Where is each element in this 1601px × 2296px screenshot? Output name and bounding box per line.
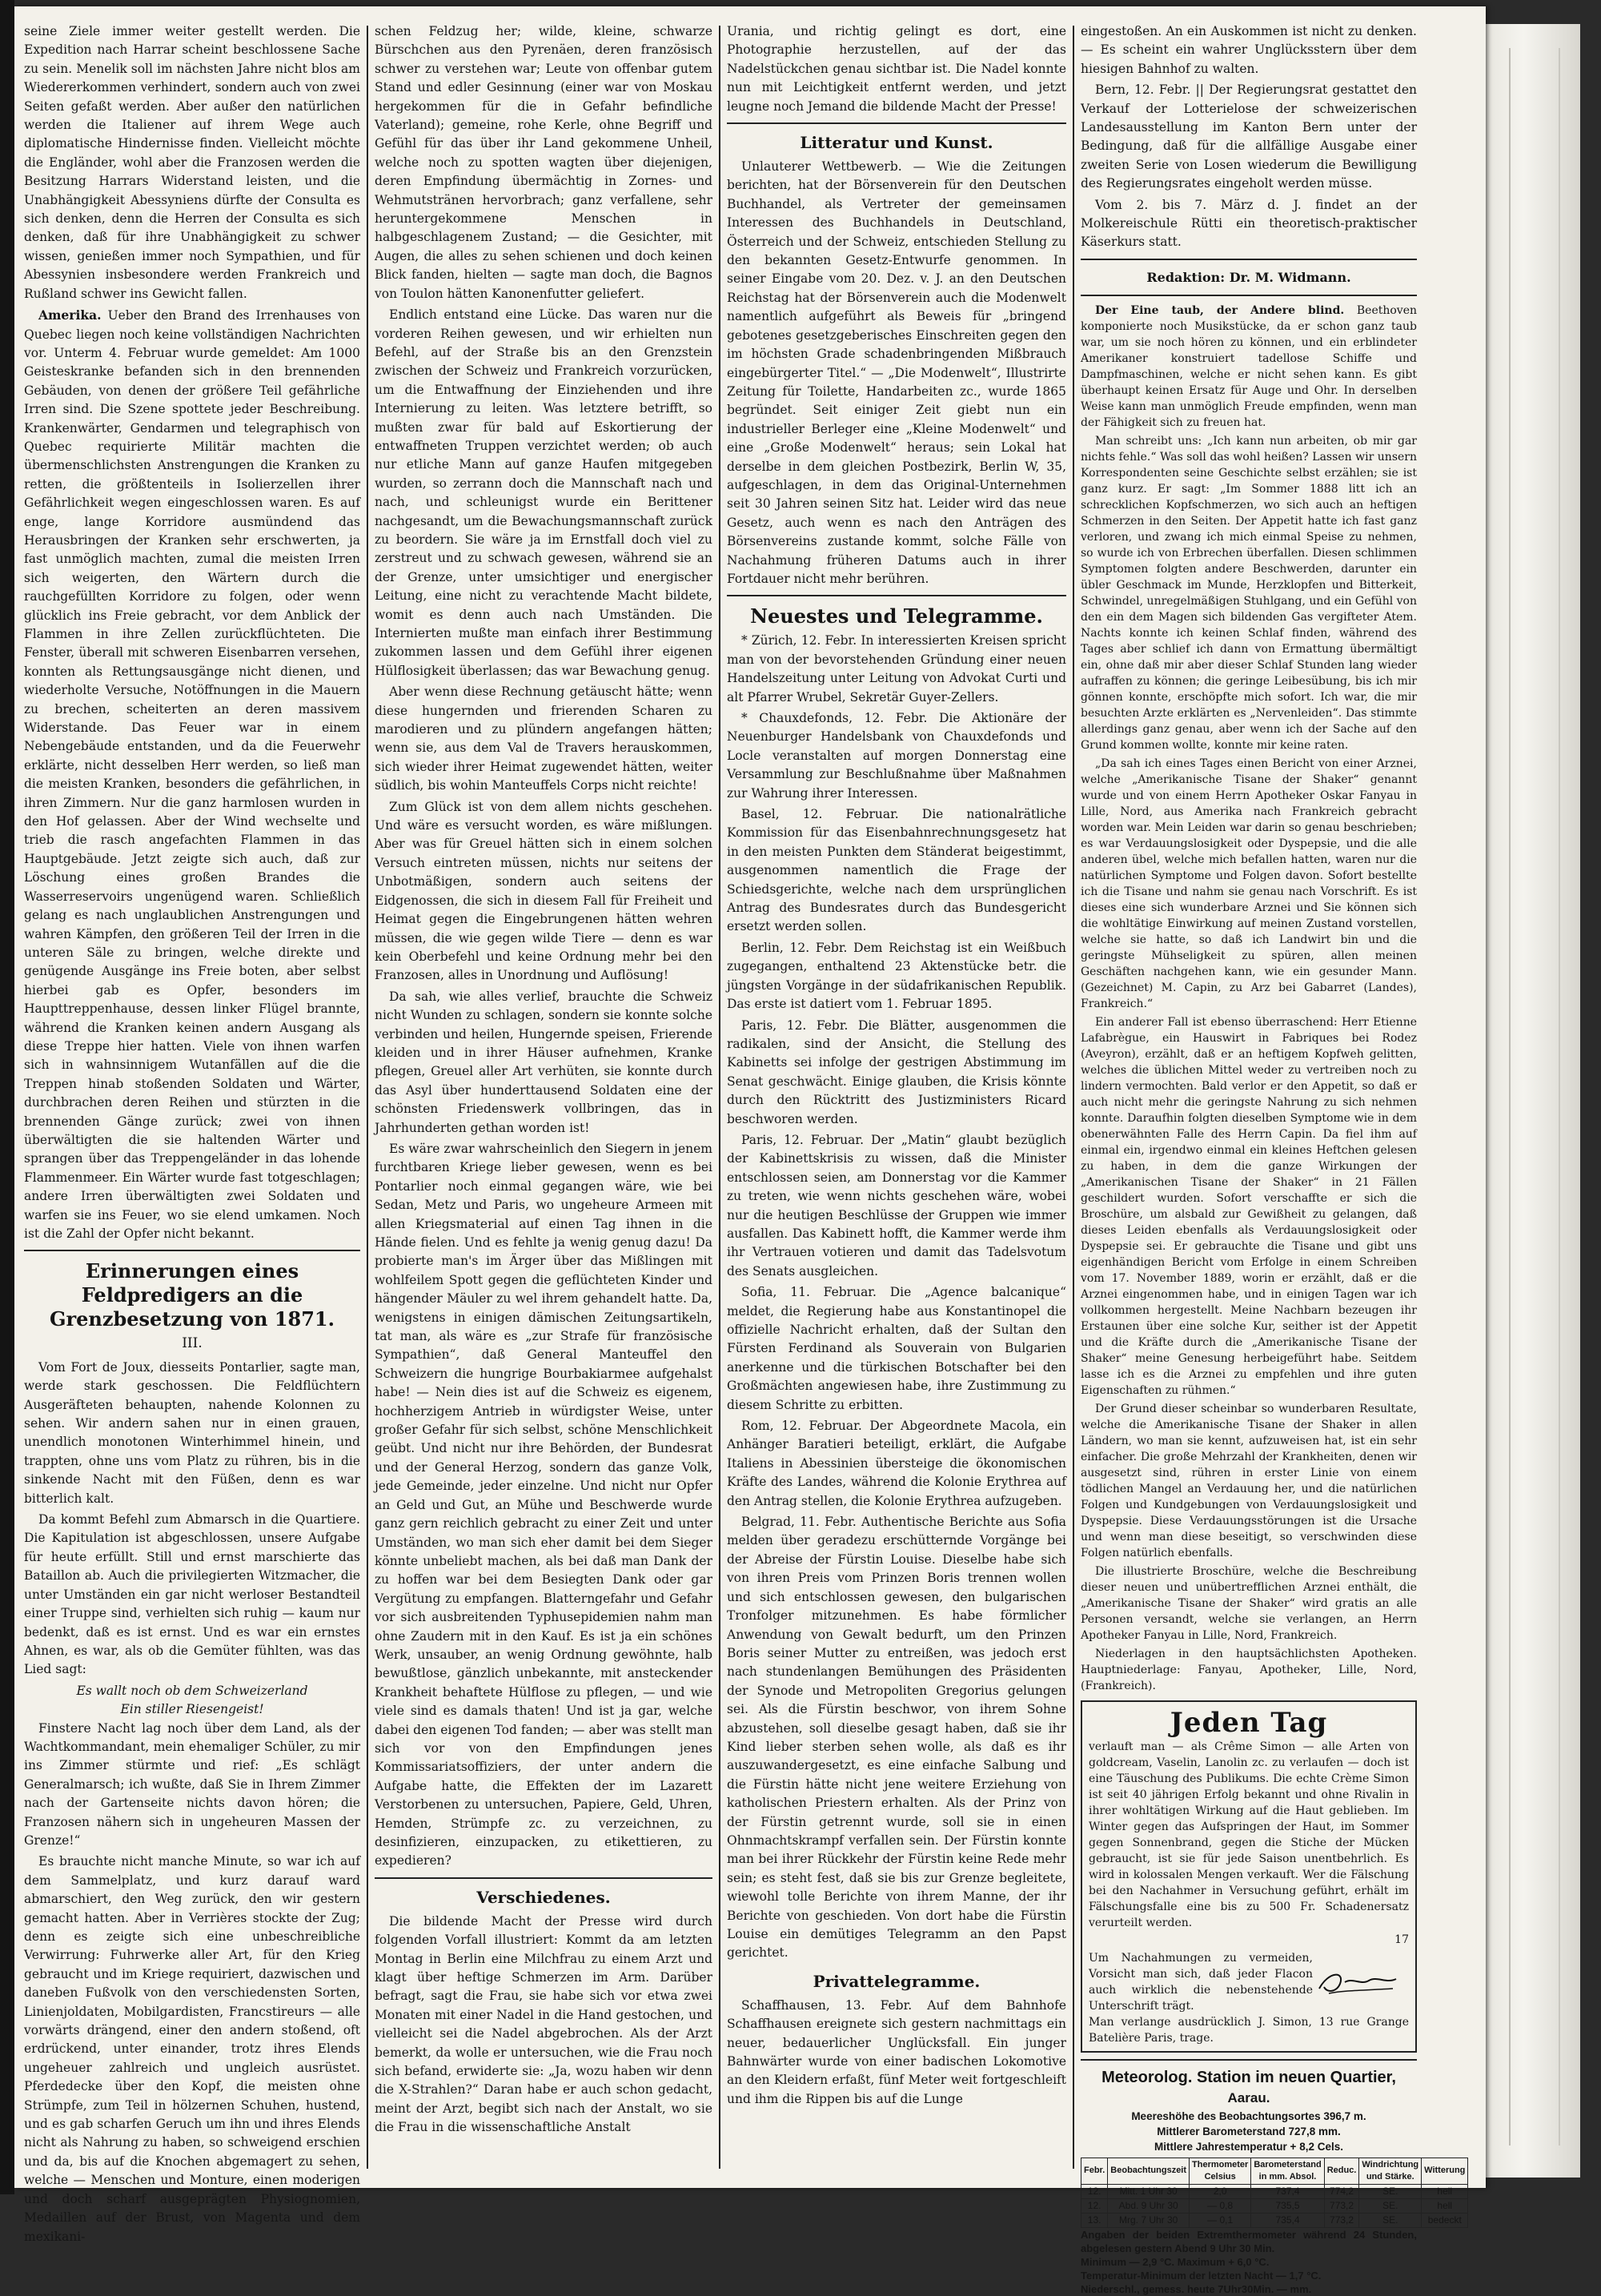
paragraph: Da sah, wie alles verlief, brauchte die Schweiz nicht Wunden zu schlagen, sondern sie konnte solche verbinden und heilen, Hungernde speisen, Frierende kleiden und in ihrer Häuser aufnehmen, Kranke pflegen, Greuel aller Art verhüten, sie konnte durch das Asyl über hunderttausend Soldaten eine der schönsten Friedenswerk vollbringen, das in Jahrhunderten gethan worden ist! [375,989,712,1135]
ad-tisane [1081,303,1417,431]
table-cell: 12. [1081,2184,1108,2198]
ad-footer: Man verlange ausdrücklich J. Simon, 13 rue Grange Batelière Paris, trage. [1089,2015,1409,2045]
table-cell: 735,5 [1251,2198,1324,2213]
column-2 [375,22,712,2172]
paragraph: Man schreibt uns: „Ich kann nun arbeiten, ob mir gar nichts fehle.“ Was soll das wohl heißen? Lassen wir unsern Korrespondenten seine Geschichte selbst erzählen; sie ist ganz kurz. Er sagt: „Im Sommer 1888 litt ich an schrecklichen Kopfschmerzen, wo sich auch an heftigen Schmerzen in den Seiten. Der Appetit hatte ich fast ganz verloren, und zwang ich mich einmal Speise zu nehmen, so wurde ich von Erbrechen überfallen. Diesen schlimmen Symptomen folgten andere Beschwerden, darunter ein übler Geschmack im Munde, Herzklopfen und Bitterkeit, Schwindel, unregelmäßigen Stuhlgang, und ein Gefühl von den ein dem Magen sich bildenden Gas vergifteter Atem. Nachts konnte ich keinen Schlaf finden, während des Tages aber schlief ich dann von Ermattung übermältigt ein, ohne daß mir aber dieser Schlaf Stunden lang wieder aufraffen zu können; die geringe Leibesübung, bis ich mir gönnen konnte, erschöpfte mich sofort. Ich war, die mir besuchten Arzte erklärten es „Nervenleiden“. Das stimmte allerdings ganz genau, aber wenn ich der Sache auf den Grund kommen wollte, konnte mir keine raten. [1081,435,1418,753]
table-row [1081,2198,1468,2213]
table-cell: bedeckt [1422,2213,1468,2227]
meteo-col-header: Thermometer Celsius [1190,2158,1251,2184]
meteo-footer: Niederschl., gemess. heute 7Uhr30Min. — mm. [1081,2282,1312,2295]
section-head-verschiedenes: Verschiedenes. [476,1887,611,1907]
table-cell: SE. [1359,2184,1422,2198]
divider [727,595,1066,596]
article-presse: Die bildende Macht der Presse wird durch folgenden Vorfall illustriert: Kommt da am letzten Montag in Berlin eine Milchfrau zu einem Arzt und klagt über heftige Schmerzen im Arm. Darüber befragt, sagt die Frau, sie habe sich vor etwa zwei Monaten mit einer Nadel in die Hand gestochen, und vielleicht sei die Nadel abgebrochen. Als der Arzt bemerkt, da wolle er untersuchen, wie die Frau noch sich befand, erwiderte sie: „Ja, wozu haben wir denn die X-Strahlen?“ Daran habe er auch schon gedacht, meint der Arzt, begibt sich nach der Anstalt, wo sie die Frau in die wissenschaftliche Anstalt [375,1913,712,2135]
editor-line: Redaktion: Dr. M. Widmann. [1146,269,1351,285]
news-paris: Paris, 12. Februar. Der „Matin“ glaubt bezüglich der Kabinettskrisis zu wissen, daß die Minister entschlossen seien, am Donnerstag vor die Kammer zu treten, wie wenn nichts geschehen wäre, wobei nur die heutigen Beschlüsse der Gruppen wie immer ausfallen. Das Kabinett hofft, die Kammer werde ihm ihr Vertrauen votieren und damit das Tadelsvotum des Senats ausgleichen. [727,1132,1066,1278]
table-cell: 773,2 [1324,2213,1359,2227]
news-zurich: * Zürich, 12. Febr. In interessierten Kreisen spricht man von der bevorstehenden Gründung einer neuen Handelszeitung unter Leitung von Advokat Curti und alt Pfarrer Wrubel, Sekretär Guyer-Zellers. [727,633,1066,704]
paragraph: Urania, und richtig gelingt es dort, eine Photographie herzustellen, auf der das Nadelstückchen genau sichtbar ist. Die Nadel konnte nun mit Leichtigkeit entfernt werden, und jetzt leugne noch Jemand die bildende Macht der Presse! [727,24,1066,114]
scan-left-margin [0,0,14,2194]
table-cell: 12. [1081,2198,1108,2213]
ad-number: 17 [1394,1933,1409,1947]
paragraph: „Da sah ich eines Tages einen Bericht von einer Arznei, welche „Amerikanische Tisane der Shaker“ genannt wurde und von einem Herrn Apotheker Oskar Fanyau in Lille, Nord, aus Amerika nach Frankreich gebracht worden war. Mein Leiden war darin so genau beschrieben; es war Verdauungslosigkeit oder Dyspepsie, und die alle anderen übel, welche mich befallen hatten, waren nur die natürlichen Symptome und Folgen davon. Sofort bestellte ich die Tisane und nahm sie genau nach Vorschrift. Es ist dieses eine sich wunderbare Arznei und Sie können sich die wohltätige Einwirkung auf meinen Zustand vorstellen, welche sie hatte, so daß ich Landwirt bin und die geringste Mühseligkeit zu spüren, allen meinen Geschäften nachgehen kann, wie ein gesunder Mann. (Gezeichnet) M. Capin, zu Arz bei Gabarret (Landes), Frankreich.“ [1081,757,1417,1011]
news-berlin: Berlin, 12. Febr. Dem Reichstag ist ein Weißbuch zugegangen, enthaltend 23 Aktenstücke betr. die jüngsten Vorgänge in der südafrikanischen Republik. Das erste ist datiert vom 1. Februar 1895. [727,940,1066,1012]
paragraph: Vom Fort de Joux, diesseits Pontarlier, sagte man, werde stark geschossen. Die Feldflüchtern Ausgeräfteten behaupten, nahende Kolonnen zu sehen. Wir andern sahen nur in einen grauen, unendlich monotonen Winterhimmel hinein, und trappten, ohne uns vom Platz zu rühren, bis in die sinkende Nacht mit den Füßen, denn es war bitterlich kalt. [24,1359,360,1506]
table-cell: SE. [1359,2213,1422,2227]
meteo-table [1081,2158,1468,2228]
table-row [1081,2213,1468,2227]
news-paris: Paris, 12. Febr. Die Blätter, ausgenommen die radikalen, sind der Ansicht, die Stellung des Kabinetts sei infolge der gestrigen Abstimmung im Senat geschwächt. Einige glauben, die Krisis könnte durch den Rücktritt des Justizministers Ricard beschworen werden. [727,1018,1066,1126]
article-title-erinnerungen: Erinnerungen eines Feldpredigers an die Grenzbesetzung von 1871. [50,1259,335,1331]
meteo-col-header: Febr. [1081,2158,1108,2184]
table-cell: 774,2 [1324,2184,1359,2198]
ad-tisane-text: Beethoven komponierte noch Musikstücke, da er schon ganz taub war, um sie noch hören zu können, und ein erblindeter Amerikaner konstruiert tadellose Schiffe und Dampfmaschinen, welche er nicht sehen kann. Es gibt überhaupt keinen Ersatz für Auge und Ohr. In derselben Weise kann man unmöglich Freude empfinden, wenn man der Fähigkeit sich zu freuen hat. [1081,304,1418,430]
section-head-neuestes: Neuestes und Telegramme. [750,604,1043,628]
table-cell: 735,4 [1251,2213,1324,2227]
news-basel: Basel, 12. Februar. Die nationalrätliche Kommission für das Eisenbahnrechnungsgesetz hat in den meisten Punkten dem Ständerat beigestimmt, ausgenommen namentlich die Frage der Schiedsgerichte, welche nach dem ursprünglichen Antrag des Bundesrates durch das Bundesgericht ersetzt werden sollen. [727,807,1066,934]
verse-line: Ein stiller Riesengeist! [120,1702,264,1717]
divider [1081,259,1417,260]
paragraph: schen Feldzug her; wilde, kleine, schwarze Bürschchen aus den Pyrenäen, deren französisch schwer zu verstehen war; Leute von offenbar gutem Stand und edler Gesinnung (einer war von Moskau hergekommen für die in Gefahr befindliche Vaterland); gemeine, rohe Kerle, ohne Begriff und Gefühl für das über ihr Land gekommene Unheil, welche noch zu spotten wagten über diejenigen, deren Empfindung übermächtig in Zornes- und Wehmutstränen hervorbrach; ganz verfallene, sehr heruntergekommene Menschen in halbgeschlagenem Zustand; — die Gesichter, mit Augen, die alles zu sehen schienen und doch keinen Blick fanden, hielten — sagte man doch, die Bagnos von Toulon hätten Kanonenfutter geliefert. [375,24,712,301]
table-cell: hell [1422,2198,1468,2213]
column-1 [24,22,360,2244]
table-cell: SE. [1359,2198,1422,2213]
meteo-col-header: Windrichtung und Stärke. [1359,2158,1422,2184]
page-edge-lines [1509,48,1560,2145]
section-head-litteratur: Litteratur und Kunst. [800,133,993,153]
meteo-header-row [1081,2158,1468,2184]
paragraph: Der Grund dieser scheinbar so wunderbaren Resultate, welche die Amerikanische Tisane der Shaker in allen Ländern, wo man sie kennt, aufzuweisen hat, ist ein sehr einfacher. Die große Mehrzahl der Krankheiten, denen wir ausgesetzt sind, rühren in erster Linie von einem tödlichen Mangel an Verdauung her, und die natürlichen Folgen und Kundgebungen von Verdauungslosigkeit und Dyspepsie. Diese Verdauungsstörungen ist die Ursache und wenn man diese beseitigt, so verschwinden diese Folgen natürlich ebenfalls. [1081,1403,1417,1560]
table-cell: 737,4 [1251,2184,1324,2198]
article-part-number: III. [182,1335,203,1352]
ad-tisane-head: Der Eine taub, der Andere blind. [1095,304,1345,318]
meteo-footer: Temperatur-Minimum der letzten Nacht — 1,7 °C. [1081,2269,1322,2282]
news-chauxdefonds: * Chauxdefonds, 12. Febr. Die Aktionäre der Neuenburger Handelsbank von Chauxdefonds und Locle veranstalten auf morgen Donnerstag eine Versammlung zur Beschlußnahme über Maßnahmen zur Wahrung ihrer Interessen. [727,711,1066,801]
table-cell: hell [1422,2184,1468,2198]
column-divider [1073,26,1074,2169]
news-kurs: Vom 2. bis 7. März d. J. findet an der Molkereischule Rütti ein theoretisch-praktischer Käserkurs statt. [1081,197,1417,250]
section-head-amerika: Amerika. [38,307,102,323]
meteo-title: Meteorolog. Station im neuen Quartier, [1101,2068,1396,2086]
ad-notice: Um Nachahmungen zu vermeiden, Vorsicht man sich, daß jeder Flacon auch wirklich die nebenstehende Unterschrift trägt. [1089,1951,1313,2013]
article-amerika-text: Ueber den Brand des Irrenhauses von Quebec liegen noch keine vollständigen Nachrichten vor. Unterm 4. Februar wurde gemeldet: Am 1000 Geisteskranke befanden sich in den brennenden Gebäuden, von denen der größere Teil gefährliche Irren sind. Die Szene spottete jeder Beschreibung. Krankenwärter, Gendarmen und telegraphisch von Quebec requirierte Militär machten die übermenschlichsten Anstrengungen die Kranken zu retten, die größtenteils in Isolierzellen ihrer Gefährlichkeit wegen eingeschlossen waren. Es auf enge, lange Korridore ausmündend das Herausbringen der Kranken sehr erschwerten, ja fast unmöglich machten, zumal die meisten Irren sich weigerten, den Wärtern durch die rauchgefüllten Korridore zu folgen, oder wenn glücklich ins Freie gebracht, vor dem Anblick der Flammen in ihre Zellen zurückflüchteten. Die Fenster, überall mit schweren Eisenbarren versehen, konnten als Rettungsausgänge nicht dienen, und wiederholte Versuche, Notöffnungen in die Mauern zu brechen, scheiterten an deren massivem Widerstande. Das Feuer war in einem Nebengebäude entstanden, und da die Feuerwehr erklärte, nicht desselben Herr werden, so ließ man die meisten Kranken, besonders die gefährlichen, in ihren Zimmern. Nur die ganz harmlosen wurden in den Hof gelassen. Aber der Wind wechselte und trieb die rasch angefachten Flammen in das Hauptgebäude. Jetzt zeigte sich auch, daß zur Löschung eines großen Brandes die Wasserreservoirs ungenügend waren. Schließlich gelang es nach unglaublichen Anstrengungen und wahren Kämpfen, den größeren Teil der Irren in die unteren Säle zu bringen, welche direkte und genügende Ausgänge ins Freie boten, aber selbst hierbei gab es Opfer, besonders im Haupttreppenhause, dessen linker Flügel brannte, während die Kranken keinen andern Ausgang als diese Treppe hier hatten. Viele von ihnen warfen sich in wahnsinnigem Wutanfällen auf die die Treppen hinab stoßenden Soldaten und Wärter, durchbrachen deren Reihen und stürzten in die brennenden Gänge zurück; zwei von ihnen überwältigten die sie haltenden Wärter und sprangen über das Treppengeländer in das lohende Flammenmeer. Ein Wärter wurde fast totgeschlagen; andere Irren überwältigten zwei Soldaten und warfen sie ins Feuer, wo sie elend umkamen. Noch ist die Zahl der Opfer nicht bekannt. [24,308,360,1241]
column-4 [1081,22,1466,2295]
news-schaffhausen: Schaffhausen, 13. Febr. Auf dem Bahnhofe Schaffhausen ereignete sich gestern nachmittags ein neuer, bedauerlicher Unglücksfall. Ein junger Bahnwärter wurde von einer badischen Lokomotive an den Kleidern erfaßt, fünf Meter weit fortgeschleift und ihm die Rippen bis auf die Lunge [727,1997,1066,2106]
divider [24,1250,360,1251]
table-row [1081,2184,1468,2198]
ad-creme-simon [1081,1700,1417,2052]
meteo-col-header: Beobachtungszeit [1108,2158,1190,2184]
column-3 [727,22,1066,2172]
article-amerika [24,306,360,1243]
paragraph: Die illustrierte Broschüre, welche die Beschreibung dieser neuen und unübertrefflichen Arznei enthält, die „Amerikanische Tisane der Shaker“ wird gratis an alle Personen versandt, welche sie verlangen, an Herrn Apotheker Fanyau in Lille, Nord, Frankreich. [1081,1565,1417,1643]
meteo-col-header: Witterung [1422,2158,1468,2184]
table-cell: Abd. 9 Uhr 30 [1108,2198,1190,2213]
table-cell: — 0,8 [1190,2198,1251,2213]
divider [1081,2059,1417,2061]
paragraph: Aber wenn diese Rechnung getäuscht hätte; wenn diese hungernden und frierenden Scharen zu marodieren und zu plündern angefangen hätten; wenn sie, aus dem Val de Travers herauskommen, sich wieder ihrer Heimat zugewendet hätten, weiter südlich, bis wohin Manteuffels Corps nicht reichte! [375,684,712,793]
column-divider [719,26,720,2169]
paragraph: Zum Glück ist von dem allem nichts geschehen. Und wäre es versucht worden, es wäre mißlungen. Aber was für Greuel hätten sich in einem solchen Versuch eintreten müssen, nichts nur seitens der Unbotmäßigen, sondern auch seitens der Eidgenossen, die sich in diesem Fall für Freiheit und Heimat gegen die Eingebrungenen hätten wehren müssen, die wie gegen wilde Tiere — denn es war kein Oberbefehl und keine Ordnung mehr bei den Franzosen, alles in Unordnung und Auflösung! [375,799,712,983]
table-cell: — 0,1 [1190,2213,1251,2227]
divider [727,122,1066,124]
news-bern: Bern, 12. Febr. || Der Regierungsrat gestattet den Verkauf der Lotterielose der schweizerischen Landesausstellung im Kanton Bern unter der Bedingung, daß für die allfällige Ausgabe einer zweiten Serie von Losen wiederum die Bewilligung des Regierungsrates eingeholt werden müsse. [1081,82,1417,191]
column-divider [367,26,368,2169]
table-cell: Mitt. 1 Uhr 30 [1108,2184,1190,2198]
section-head-privattelegramme: Privattelegramme. [813,1971,981,1991]
table-cell: 13. [1081,2213,1108,2227]
newspaper-page [14,6,1486,2295]
meteo-info: Mittlere Jahrestemperatur + 8,2 Cels. [1154,2140,1343,2153]
news-rom: Rom, 12. Februar. Der Abgeordnete Macola, ein Anhänger Baratieri beteiligt, erklärt, die Aufgabe Italiens in Abessinien übersteige die ökonomischen Kräfte des Landes, während die Kolonie Erythrea auf den Antrag stellen, die Kolonie Erythrea aufzugeben. [727,1419,1066,1508]
ad-text: verlauft man — als Crême Simon — alle Arten von goldcream, Vaselin, Lanolin zc. zu verlaufen — doch ist eine Täuschung des Publikums. Die echte Crème Simon ist seit 40 jährigen Erfolg bekannt und ohne Rivalin in ihrer wohltätigen Wirkung auf die Haut geblieben. Im Winter gegen das Aufspringen der Haut, im Sommer gegen Sonnenbrand, gegen die Stiche der Mücken gebraucht, ist sie für jede Saison unentbehrlich. Es wird in kolossalen Mengen verkauft. Wer die Fälschung bei den Nachahmer in Versuchung geführt, erhält im Fälschungsfalle eine bis zu 500 Fr. Schadenersatz verurteilt werden. [1089,1740,1409,1930]
news-sofia: Sofia, 11. Februar. Die „Agence balcanique“ meldet, die Regierung habe aus Konstantinopel die offizielle Nachricht erhalten, daß der Sultan den Fürsten Ferdinand als Souverain von Bulgarien anerkenne und die türkischen Botschafter bei den Großmächten angewiesen habe, ihre Zustimmung zu diesem Schritte zu erbitten. [727,1285,1066,1412]
table-cell: 2,0 [1190,2184,1251,2198]
meteo-col-header: Barometerstand in mm. Absol. [1251,2158,1324,2184]
paragraph: Ein anderer Fall ist ebenso überraschend: Herr Etienne Lafabrègue, ein Hauswirt in Fabriques bei Rodez (Aveyron), erzählt, daß er an heftigem Kopfweh gelitten, welches die üblichen Mittel weder zu vertreiben noch zu lindern vermochten. Bald verlor er den Appetit, so daß er auch nicht mehr die geringste Nahrung zu sich nehmen konnte. Daraufhin folgten dieselben Symptome wie in dem obenerwähnten Falle des Herrn Capin. Da fiel ihm auf einmal ein, irgendwo einmal ein kleines Heftchen gelesen zu haben, in dem die ganze Wirkungen der „Amerikanischen Tisane der Shaker“ in 21 Fällen geschildert wurden. Sofort verschaffte er sich die Broschüre, um alsbald zur Gewißheit zu gelangen, daß dieses Leiden ebenfalls als Verdauungslosigkeit oder Dyspepsie sei. Er gebrauchte die Tisane und gibt uns eigenhändigen Bericht vom Erfolge in einem Schreiben vom 17. November 1889, worin er erzählt, daß er die Arznei eingenommen habe, und in einigen Tagen war ich vollkommen hergestellt. Meine Nachbarn bezeugen ihr Erstaunen über eine solche Kur, seither ist der Appetit und die Kräfte durch die „Amerikanische Tisane der Shaker“ meine Genesung herbeigeführt habe. Seitdem lasse ich es die Arznei zu empfehlen und ihre guten Eigenschaften zu rühmen.“ [1081,1016,1417,1398]
table-cell: Mrg. 7 Uhr 30 [1108,2213,1190,2227]
paragraph: Niederlagen in den hauptsächlichsten Apotheken. Hauptniederlage: Fanyau, Apotheker, Lille, Nord, (Frankreich). [1081,1648,1417,1693]
meteo-place: Aarau. [1227,2089,1270,2105]
table-cell: 773,2 [1324,2198,1359,2213]
signature-image [1313,1966,1401,1998]
paragraph: eingestoßen. An ein Auskommen ist nicht zu denken. — Es scheint ein wahrer Unglücksstern über dem hiesigen Bahnhof zu walten. [1081,24,1417,76]
paragraph: Finstere Nacht lag noch über dem Land, als der Wachtkommandant, mein ehemaliger Schüler, zu mir ins Zimmer stürmte und rief: „Es schlägt Generalmarsch; ich wußte, daß Sie in Ihrem Zimmer nach der Gartenseite nichts davon hören; die Franzosen nähern sich in ungeheuren Massen der Grenze!“ [24,1720,360,1848]
paragraph: Da kommt Befehl zum Abmarsch in die Quartiere. Die Kapitulation ist abgeschlossen, unsere Aufgabe für heute erfüllt. Still und ernst marschierte das Bataillon ab. Auch die privilegierten Witzmacher, die unter Umständen ein gar nicht werloser Bestandteil einer Truppe sind, verhielten sich ruhig — kaum nur bedenkt, daß es ist ernst. Und es war ein ernstes Ahnen, es war, als ob die Gemüter fühlten, was das Lied sagt: [24,1512,360,1677]
paragraph: Endlich entstand eine Lücke. Das waren nur die vorderen Reihen gewesen, und wir erhielten nun Befehl, auf der Straße bis an den Grenzstein zwischen der Schweiz und Frankreich vorzurücken, um die Entwaffnung der Einziehenden und ihre Internierung zu leiten. Was letztere betrifft, so mußten zwar für bald auf Eskortierung der entwaffneten Truppen verzichtet werden; ob auch nur etliche Mann auf ganze Haufen mitgegeben wurden, so zerrann doch die Mannschaft nach und nach, und schleunigst wurde ein Berittener nachgesandt, um die Bewachungsmannschaft zurück zu beordern. Sie wäre ja im Ernstfall doch viel zu zerstreut und zu schwach gewesen, während sie an der Grenze, unter umsichtiger und energischer Leitung, eine nicht zu verachtende Macht bildete, womit es denn auch nach Umständen. Die Internierten mußte man einfach ihrer Bestimmung zukommen lassen und dem Gefühl ihrer eigenen Hülflosigkeit überlassen; das war Bewachung genug. [375,307,712,678]
meteo-info: Mittlerer Barometerstand 727,8 mm. [1157,2125,1341,2137]
ad-title: Jeden Tag [1170,1707,1328,1740]
divider [1081,295,1417,296]
article-wettbewerb: Unlauterer Wettbewerb. — Wie die Zeitungen berichten, hat der Börsenverein für den Deutschen Buchhandel, als Vertreter der gemeinsamen Interessen des Buchhandels in Deutschland, Österreich und der Schweiz, entschieden Stellung zu den bekannten Gesetz-Entwurfe genommen. In seiner Eingabe vom 20. Dez. v. J. an den Deutschen Reichstag hat der Börsenverein auch die Modenwelt namentlich aufgeführt als Beweis für „bringend gebotenes gesetzgeberisches Einschreiten gegen den im höchsten Grade schadenbringenden Mißbrauch eingebürgerter Titel.“ — „Die Modenwelt“, Illustrirte Zeitung für Toilette, Handarbeiten zc., wurde 1865 begründet. Seit einiger Zeit giebt nun ein industrieller Berleger eine „Kleine Modenwelt“ und eine „Große Modenwelt“ heraus; sein Lokal hat derselbe in dem gleichen Postbezirk, Berlin W, 35, aufgeschlagen, in dem das Original-Unternehmen seit 30 Jahren seinen Sitz hat. Leider wird das neue Gesetz, auch wenn es nach den Anträgen des Börsenvereins zustande kommt, solche Fälle von Nachahmung früheren Datums auch in ihrer Fortdauer nicht mehr berühren. [727,159,1066,586]
meteo-footer: Minimum — 2,9 °C. Maximum + 6,0 °C. [1081,2255,1270,2268]
meteo-col-header: Reduc. [1324,2158,1359,2184]
paragraph: Es wäre zwar wahrscheinlich den Siegern in jenem furchtbaren Kriege lieber gewesen, wenn es bei Pontarlier noch einmal gegangen wäre, wie bei Sedan, Metz und Paris, wo ungeheure Armeen mit allen Kriegsmaterial auf einen Tag ihnen in die Hände fielen. Und es fehlte ja wenig genug dazu! Da probierte man's im Ärger über das Mißlingen mit wohlfeilem Spott gegen die geflüchteten Kinder und hängender Mäuler zu wel ihrem gehandelt hatte. Da, wenigstens in einigen dämischen Zeitungsartikeln, tat man, als wäre es „zur Strafe für französische Sympathien“, daß General Manteuffel den Schweizern die hungrige Bourbakiarmee aufgehalst habe! — Nein dies ist auf die Schweiz es eigenem, hochherzigem Antrieb in würdigster Weise, unter großer Gefahr für sich selbst, schöne Menschlichkeit geübt. Und nicht nur ihre Behörden, der Bundesrat und der General Herzog, sondern das ganze Volk, jede Gemeinde, jeder einzelne. Und nicht nur Opfer an Geld und Gut, an Mühe und Beschwerde wurde ganz gern reichlich gebracht zu einer Zeit und unter Umständen, wo man sich eher damit bei dem Sieger könnte unbeliebt machen, als bei daß man Dank der zu hoffen war bei dem Besiegten Dank oder gar Vergütung zu empfangen. Blatterngefahr und Gefahr vor sich ausbreitenden Typhusepidemien nahm man ohne Zaudern mit in den Kauf. Es ist ja ein schönes Werk, unsauber, an wenig Ordnung gewöhnte, halb bewußtlose, gänzlich unbekannte, mit ansteckender Krankheit behaftete Hülflose zu pflegen, — und wie viele sind es damals thaten! Und ist ja gar, welche dabei den eigenen Tod fanden; — aber was stellt man sich vor von den Empfindungen jenes Kommissariatsoffiziers, der unter andern die Aufgabe hatte, die Effekten der im Lazarett Verstorbenen zu untersuchen, Papiere, Geld, Uhren, Hemden, Strümpfe zc. zu verzeichnen, zu desinfizieren, einzupacken, zu etikettieren, zu expedieren? [375,1141,712,1869]
meteo-info: Meereshöhe des Beobachtungsortes 396,7 m. [1131,2109,1366,2122]
paragraph: Es brauchte nicht manche Minute, so war ich auf dem Sammelplatz, und kurz darauf ward abmarschiert, den Weg zurück, den wir gestern gemacht hatten. Aber in Verrières stockte der Zug; denn es zeigte sich eine unbeschreibliche Verwirrung: Fuhrwerke aller Art, für den Krieg gebraucht und im Kriege requiriert, dazwischen und daneben Fußvolk von den verschiedensten Sorten, Linienjoldaten, Mobilgardisten, Francstireurs — alle vorwärts drängend, einer den andern stoßend, oft erdrückend, unter einander, trotz ihres Elends ungeheuer zahlreich und ungleich ausrüstet. Pferdedecke über den Kopf, die meisten ohne Strümpfe, zum Teil in hölzernen Schuhen, hustend, und es gab scharfen Geruch um ihn und ihres Elends nicht als Nahrung zu haben, so schweigend erschien und da, bis auf die Knochen abgemagert zu sehen, welche — Menschen und Monture, einen moderigen und doch scharf ausgeprägten Physiognomien, Medaillen auf der Brust, von Magenta und dem mexikani- [24,1854,360,2244]
divider [375,1877,712,1879]
meteo-footer: Angaben der beiden Extremthermometer während 24 Stunden, abgelesen gestern Abend 9 Uhr 30 Min. [1081,2228,1417,2254]
verse-line: Es wallt noch ob dem Schweizerland [76,1683,308,1698]
article-abessinien: seine Ziele immer weiter gestellt werden. Die Expedition nach Harrar scheint beschlossene Sache zu sein. Menelik soll im nächsten Jahre nicht blos am Wiedererkommen verhindert, sondern auch von zwei Seiten gefaßt werden. Aber außer den natürlichen werden die Italiener auf ihrem Wege auch diplomatische Hindernisse finden. Vielleicht möchte die Engländer, wohl aber die Franzosen werden die Besitzung Harrars Widerstand leisten, und die Unabhängigkeit Abessyniens dürfte der Consulta es sich denken, denn die Herren der Consulta es sich denken, daß für ihre Unabhängigkeit zu schwer wissen, genießen immer noch Sympathien, und für Abessynien insbesondere werden Frankreich und Rußland schwer ins Gewicht fallen. [24,24,360,301]
news-belgrad: Belgrad, 11. Febr. Authentische Berichte aus Sofia melden über geradezu erschütternde Vorgänge bei der Abreise der Fürstin Louise. Dieselbe habe sich von ihren Preis vom Prinzen Boris trennen wollen und sich entschlossen gewesen, den bulgarischen Tronfolger mitzunehmen. Es habe förmlicher Anwendung von Gewalt bedurft, um den Prinzen Boris seiner Mutter zu entreißen, was jedoch erst nach stundenlangen Bemühungen des Präsidenten der Synode und Metropoliten Gregorius gelungen sei. Als die Fürstin beschwor, von ihrem Sohne abzustehen, soll dieselbe gesagt haben, daß sie ihr Kind lieber sterben sehen wolle, als daß es ihr auszuwandergesetzt, es eine einfache Salbung und die Fürstin hätte nicht jene weitere Erziehung von katholischen Priestern erhalten. Als der Prinz von der Fürstin getrennt wurde, soll sie in einen Ohnmachtskrampf verfallen sein. Der Fürstin konnte man bei ihrer Rückkehr der Fürstin keine Rede mehr sein; es steht fest, daß sie bis zur Grenze begleitete, wiewohl tolle Berichte von ihrem Manne, der ihr Berichte von geschieden. Von dort habe die Fürstin Louise ein demütiges Telegramm an den Papst gerichtet. [727,1515,1066,1961]
